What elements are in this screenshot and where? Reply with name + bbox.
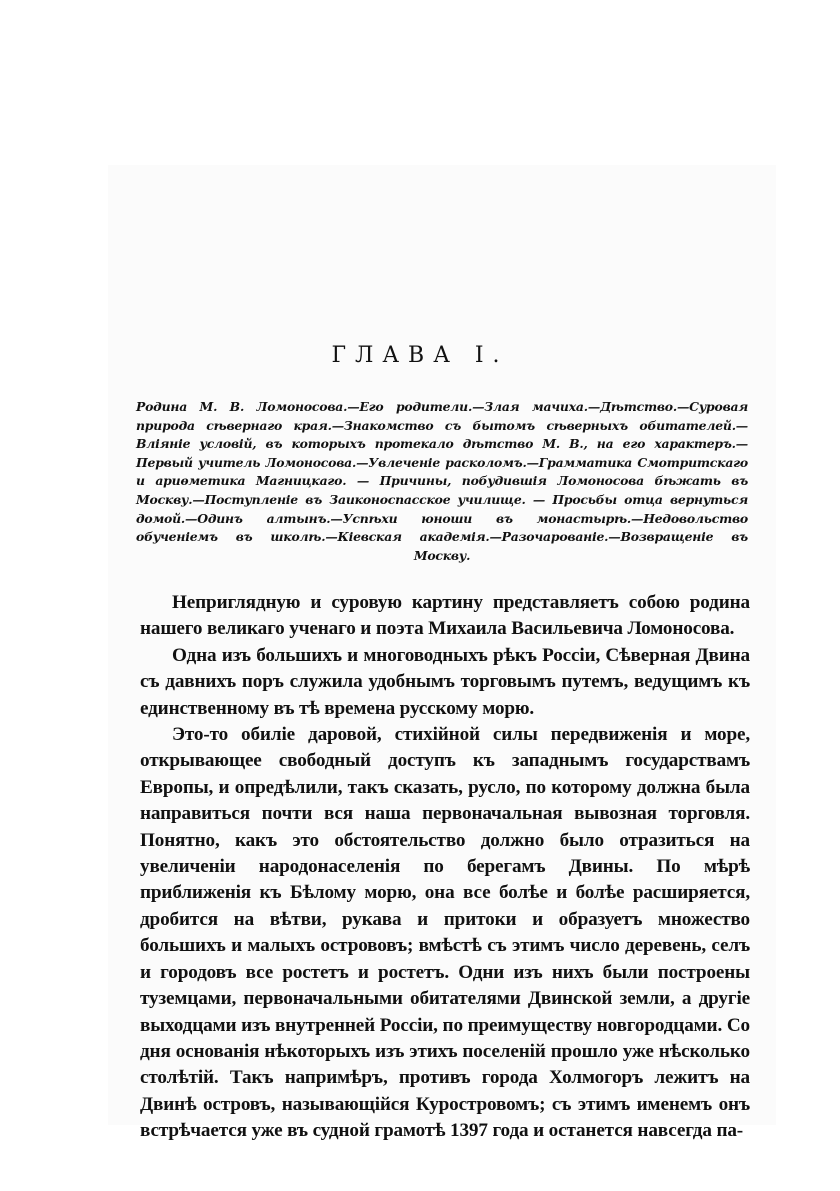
chapter-body (140, 590, 750, 1145)
paragraph-1: Неприглядную и суровую картину представляетъ собою родина нашего великаго ученаго и поэта Михаила Васильевича Ломоносова. (140, 592, 750, 640)
paragraph-2: Одна изъ большихъ и многоводныхъ рѣкъ Россіи, Сѣверная Двина съ давнихъ поръ служила удобнымъ торговымъ путемъ, ведущимъ къ единственному въ тѣ времена русскому морю. (140, 644, 750, 719)
chapter-title: ГЛАВА I. (331, 343, 509, 368)
paragraph-3: Это-то обиліе даровой, стихійной силы передвиженія и море, открывающее свободный доступъ къ западнымъ государствамъ Европы, и опредѣлили, такъ сказать, русло, по которому должна была направиться почти вся наша первоначальная вывозная торговля. Понятно, какъ это обстоятельство должно было отразиться на увеличеніи народонаселенія по берегамъ Двины. По мѣрѣ приближенія къ Бѣлому морю, она все болѣе и болѣе расширяется, дробится на вѣтви, рукава и притоки и образуетъ множество большихъ и малыхъ острововъ; вмѣстѣ съ этимъ число деревень, селъ и городовъ все ростетъ и ростетъ. Одни изъ нихъ были построены туземцами, первоначальными обитателями Двинской земли, а другіе выходцами изъ внутренней Россіи, по преимуществу новгородцами. Со дня основанія нѣкоторыхъ изъ этихъ поселеній прошло уже нѣсколько столѣтій. Такъ напримѣръ, противъ города Холмогоръ лежитъ на Двинѣ островъ, называющійся Куростровомъ; съ этимъ именемъ онъ встрѣчается уже въ судной грамотѣ 1397 года и останется навсегда па- (140, 724, 750, 1142)
chapter-summary: Родина М. В. Ломоносова.—Его родители.—Злая мачиха.—Дѣтство.—Суровая природа сѣвернаго края.—Знакомство съ бытомъ сѣверныхъ обитателей.—Вліяніе условій, въ которыхъ протекало дѣтство М. В., на его характеръ.—Первый учитель Ломоносова.—Увлеченіе расколомъ.—Грамматика Смотритскаго и ариѳметика Магницкаго. — Причины, побудившія Ломоносова бѣжать въ Москву.—Поступленіе въ Заиконоспасское училище. — Просьбы отца вернуться домой.—Одинъ алтынъ.—Успѣхи юноши въ монастырѣ.—Недовольство обученіемъ въ школѣ.—Кіевская академія.—Разочарованіе.—Возвращеніе въ Москву. (136, 399, 748, 563)
